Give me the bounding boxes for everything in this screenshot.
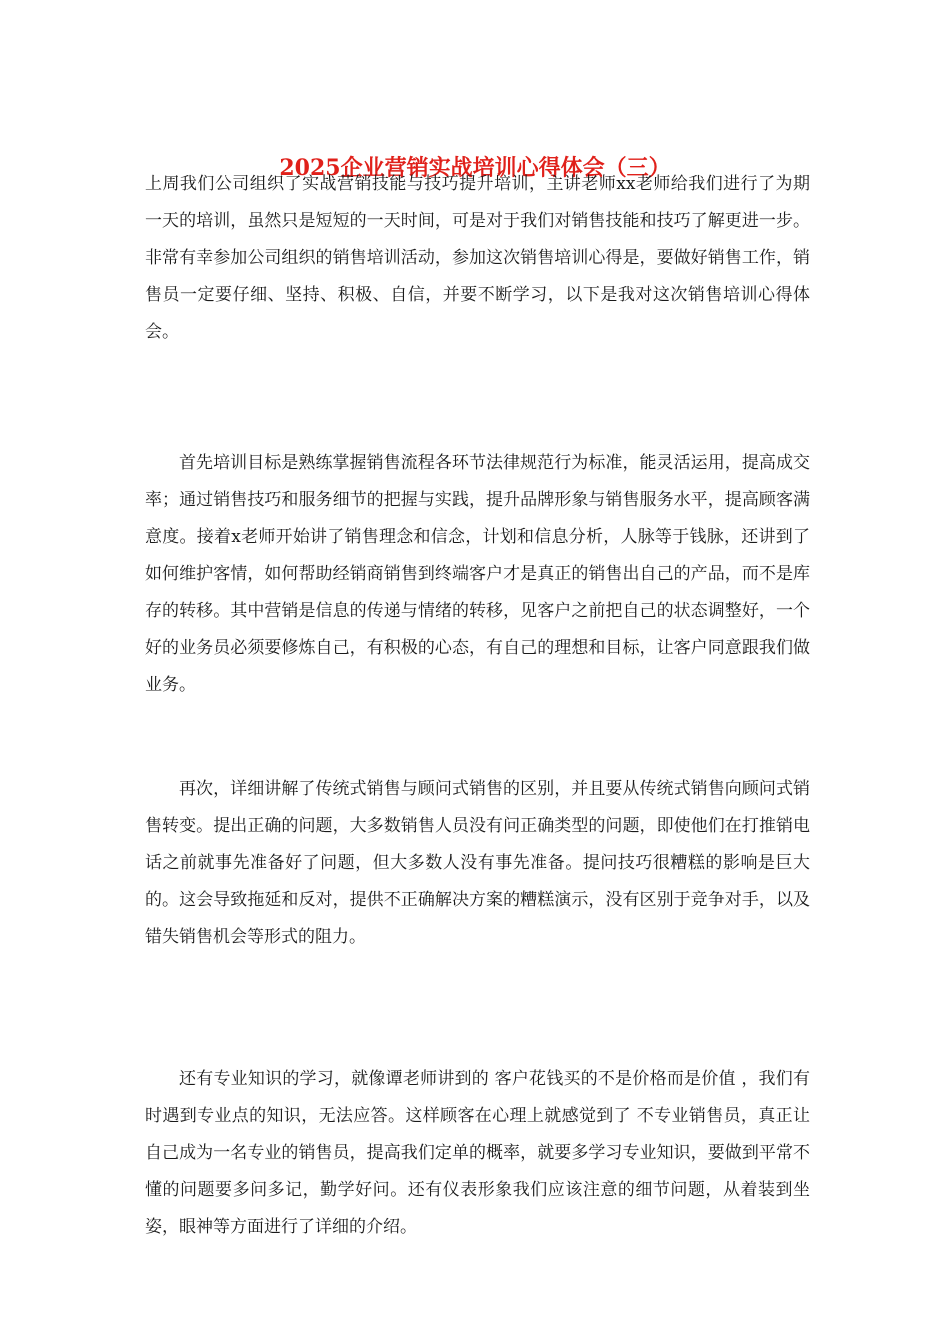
paragraph-consultative-sales: 再次，详细讲解了传统式销售与顾问式销售的区别，并且要从传统式销售向顾问式销售转变。提出正确的问题，大多数销售人员没有问正确类型的问题，即使他们在打推销电话之前就事先准备好了问题，但大多数人没有事先准备。提问技巧很糟糕的影响是巨大的。这会导致拖延和反对，提供不正确解决方案的糟糕演示，没有区别于竞争对手，以及错失销售机会等形式的阻力。 <box>145 779 810 947</box>
paragraph-training-goals: 首先培训目标是熟练掌握销售流程各环节法律规范行为标准，能灵活运用，提高成交率；通过销售技巧和服务细节的把握与实践，提升品牌形象与销售服务水平，提高顾客满意度。接着x老师开始讲了销售理念和信念，计划和信息分析，人脉等于钱脉，还讲到了如何维护客情，如何帮助经销商销售到终端客户才是真正的销售出自己的产品，而不是库存的转移。其中营销是信息的传递与情绪的转移，见客户之前把自己的状态调整好，一个好的业务员必须要修炼自己，有积极的心态，有自己的理想和目标，让客户同意跟我们做业务。 <box>145 453 810 695</box>
document-title: 2025企业营销实战培训心得体会（三） <box>279 155 671 181</box>
paragraph-intro: 上周我们公司组织了实战营销技能与技巧提升培训，主讲老师xx老师给我们进行了为期一天的培训，虽然只是短短的一天时间，可是对于我们对销售技能和技巧了解更进一步。非常有幸参加公司组织的销售培训活动，参加这次销售培训心得是，要做好销售工作，销售员一定要仔细、坚持、积极、自信，并要不断学习，以下是我对这次销售培训心得体会。 <box>145 174 810 342</box>
paragraph-professional-knowledge: 还有专业知识的学习，就像谭老师讲到的 客户花钱买的不是价格而是价值 ，我们有时遇到专业点的知识，无法应答。这样顾客在心理上就感觉到了 不专业销售员，真正让自己成为一名专业的销售员，提高我们定单的概率，就要多学习专业知识，要做到平常不懂的问题要多问多记，勤学好问。还有仪表形象我们应该注意的细节问题，从着装到坐姿，眼神等方面进行了详细的介绍。 <box>145 1069 810 1237</box>
